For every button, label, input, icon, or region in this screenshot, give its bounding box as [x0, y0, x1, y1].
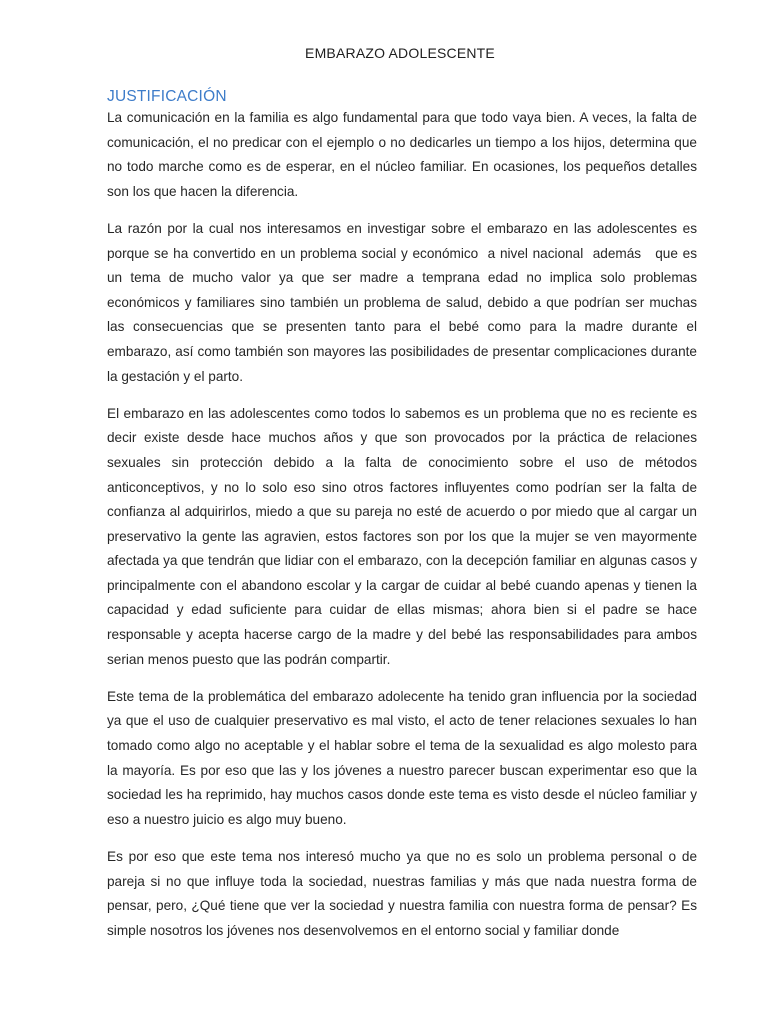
document-body — [107, 106, 701, 956]
paragraph-4: Este tema de la problemática del embarazo adolecente ha tenido gran influencia por la sociedad ya que el uso de cualquier preservativo es mal visto, el acto de tener relaciones sexuales lo han tomado como algo no aceptable y el hablar sobre el tema de la sexualidad es algo molesto para la mayoría. Es por eso que las y los jóvenes a nuestro parecer buscan experimentar eso que la sociedad les ha reprimido, hay muchos casos donde este tema es visto desde el núcleo familiar y eso a nuestro juicio es algo muy bueno. — [107, 688, 701, 827]
section-heading: JUSTIFICACIÓN — [107, 88, 227, 105]
document-title: EMBARAZO ADOLESCENTE — [305, 45, 495, 61]
paragraph-2: La razón por la cual nos interesamos en investigar sobre el embarazo en las adolescentes es porque se ha convertido en un problema social y económico a nivel nacional además que es un tema de mucho valor ya que ser madre a temprana edad no implica solo problemas económicos y familiares sino también un problema de salud, debido a que podrían ser muchas las consecuencias que se presenten tanto para el bebé como para la madre durante el embarazo, así como también son mayores las posibilidades de presentar complicaciones durante la gestación y el parto. — [107, 220, 701, 384]
paragraph-1: La comunicación en la familia es algo fundamental para que todo vaya bien. A veces, la falta de comunicación, el no predicar con el ejemplo o no dedicarles un tiempo a los hijos, determina que no todo marche como es de esperar, en el núcleo familiar. En ocasiones, los pequeños detalles son los que hacen la diferencia. — [107, 110, 701, 199]
paragraph-3: El embarazo en las adolescentes como todos lo sabemos es un problema que no es reciente es decir existe desde hace muchos años y que son provocados por la práctica de relaciones sexuales sin protección debido a la falta de conocimiento sobre el uso de métodos anticonceptivos, y no lo solo eso sino otros factores influyentes como podrían ser la falta de confianza al adquirirlos, miedo a que su pareja no esté de acuerdo o por miedo que al cargar un preservativo la gente las agravien, estos factores son por los que la mujer se ven mayormente afectada ya que tendrán que lidiar con el embarazo, con la decepción familiar en algunas casos y principalmente con el abandono escolar y la cargar de cuidar al bebé cuando apenas y tienen la capacidad y edad suficiente para cuidar de ellas mismas; ahora bien si el padre se hace responsable y acepta hacerse cargo de la madre y del bebé las responsabilidades para ambos serian menos puesto que las podrán compartir. — [107, 405, 701, 667]
paragraph-5: Es por eso que este tema nos interesó mucho ya que no es solo un problema personal o de pareja si no que influye toda la sociedad, nuestras familias y más que nada nuestra forma de pensar, pero, ¿Qué tiene que ver la sociedad y nuestra familia con nuestra forma de pensar? Es simple nosotros los jóvenes nos desenvolvemos en el entorno social y familiar donde — [107, 849, 701, 938]
